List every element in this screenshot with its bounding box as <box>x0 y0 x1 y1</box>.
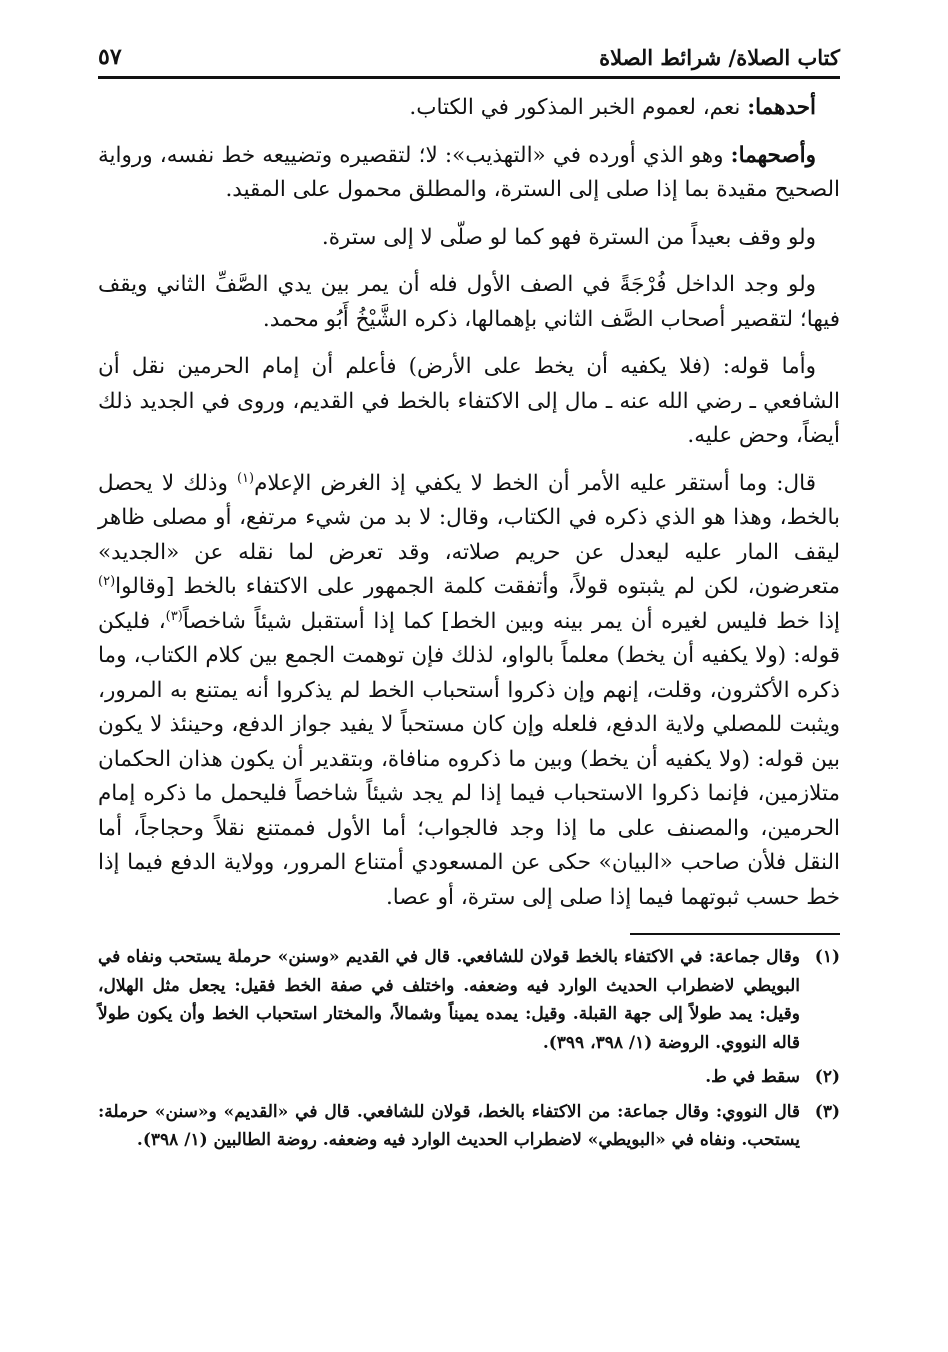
paragraph-4: ولو وجد الداخل فُرْجَةً في الصف الأول فله أن يمر بين يدي الصَّفِّ الثاني ويقف فيها؛ لتقصير أصحاب الصَّف الثاني بإهمالها، ذكره الشَّيْخُ أَبُو محمد. <box>98 272 840 332</box>
footnote-ref-1[interactable]: (١) <box>236 470 255 486</box>
main-text <box>98 91 840 915</box>
footnote <box>98 1098 840 1155</box>
footnote-mark: (٣) <box>814 1101 840 1122</box>
footnote-separator <box>630 933 840 935</box>
running-title: كتاب الصلاة/ شرائط الصلاة <box>599 45 840 70</box>
running-header <box>98 30 840 70</box>
paragraph-1 <box>98 91 840 126</box>
paragraph-6 <box>98 467 840 916</box>
paragraph-5: وأما قوله: (فلا يكفيه أن يخط على الأرض) فأعلم أن إمام الحرمين نقل أن الشافعي ـ رضي الله عنه ـ مال إلى الاكتفاء بالخط في القديم، وروى في الجديد ذلك أيضاً، وحض عليه. <box>98 354 840 448</box>
paragraph-text: قال: وما أستقر عليه الأمر أن الخط لا يكفي إذ الغرض الإعلام <box>254 470 816 496</box>
paragraph-text: ، فليكن قوله: (ولا يكفيه أن يخط) معلماً بالواو، لذلك فإن توهمت الجمع بين كلام الكتاب، وما ذكره الأكثرون، وقلت، إنهم وإن ذكروا أستحباب الخط لم يذكروا أنه يمتنع به المرور، ويثبت للمصلي ولاية الدفع، فلعله وإن كان مستحباً لا يفيد جواز الدفع، وحينئذ لا يكون بين قوله: (ولا يكفيه أن يخط) وبين ما ذكروه منافاة، وبتقدير أن يكون هذان الحكمان متلازمين، فإنما ذكروا الاستحباب فيما إذا لم يجد شيئاً شاخصاً فليحمل ما ذكره إمام الحرمين، والمصنف على ما إذا وجد فالجواب؛ أما الأول فممتنع نقلاً وحجاجاً، أما النقل فلأن صاحب «البيان» حكى عن المسعودي أمتناع المرور، وولاية الدفع فيما إذا خط حسب ثبوتهما فيما إذا صلى إلى سترة، أو عصا. <box>98 608 840 910</box>
paragraph-lead: وأصحهما: <box>730 142 816 168</box>
footnote-mark: (٢) <box>814 1067 840 1087</box>
paragraph-text: وذلك لا يحصل بالخط، وهذا هو الذي ذكره في الكتاب، وقال: لا بد من شيء مرتفع، أو مصلى ظاهر ليقف المار عليه ليعدل عن حريم صلاته، وقد تعرض لما نقله عن «الجديد» متعرضون، لكن لم يثبتوه قولاً، وأتفقت كلمة الجمهور على الاكتفاء بالخط [وقالوا <box>98 470 840 599</box>
footnote-text: قال النووي: وقال جماعة: من الاكتفاء بالخط، قولان للشافعي. قال في «القديم» و«سنن» حرملة: يستحب. ونفاه في «البويطي» لاضطراب الحديث الوارد فيه وضعفه. روضة الطالبين (١/ ٣٩٨). <box>98 1101 800 1150</box>
footnote <box>98 1063 840 1092</box>
page-number: ٥٧ <box>98 44 122 70</box>
footnote-mark: (١) <box>814 947 840 967</box>
paragraph-text: وهو الذي أورده في «التهذيب»: لا؛ لتقصيره وتضييعه خط نفسه، ورواية الصحيح مقيدة بما إذا صلى إلى السترة، والمطلق محمول على المقيد. <box>98 142 840 202</box>
paragraph-text: نعم، لعموم الخبر المذكور في الكتاب. <box>409 95 748 120</box>
footnote-text: سقط في ط. <box>705 1067 800 1087</box>
footnote-text: وقال جماعة: في الاكتفاء بالخط قولان للشافعي. قال في القديم «وسنن» حرملة يستحب ونفاه في البويطي لاضطراب الحديث الوارد فيه وضعفه. واختلف في صفة الخط فقيل: يجعل مثل الهلال، وقيل: يمد طولاً إلى جهة القبلة. وقيل: يمده يميناً وشمالاً، والمختار استحباب الخط وأن يكون طولاً قاله النووي. الروضة (١/ ٣٩٨، ٣٩٩). <box>98 947 800 1053</box>
footnotes <box>98 943 840 1155</box>
paragraph-lead: أحدهما: <box>747 95 816 120</box>
footnote-ref-2[interactable]: (٢) <box>98 573 116 589</box>
paragraph-text: إذا خط فليس لغيره أن يمر بينه وبين الخط] كما إذا أستقبل شيئاً شاخصاً <box>182 608 840 634</box>
footnote-ref-3[interactable]: (٣) <box>165 608 183 624</box>
footnote <box>98 943 840 1057</box>
paragraph-3: ولو وقف بعيداً من السترة فهو كما لو صلّى لا إلى سترة. <box>321 224 816 250</box>
paragraph-2 <box>98 139 840 208</box>
header-rule <box>98 76 840 79</box>
